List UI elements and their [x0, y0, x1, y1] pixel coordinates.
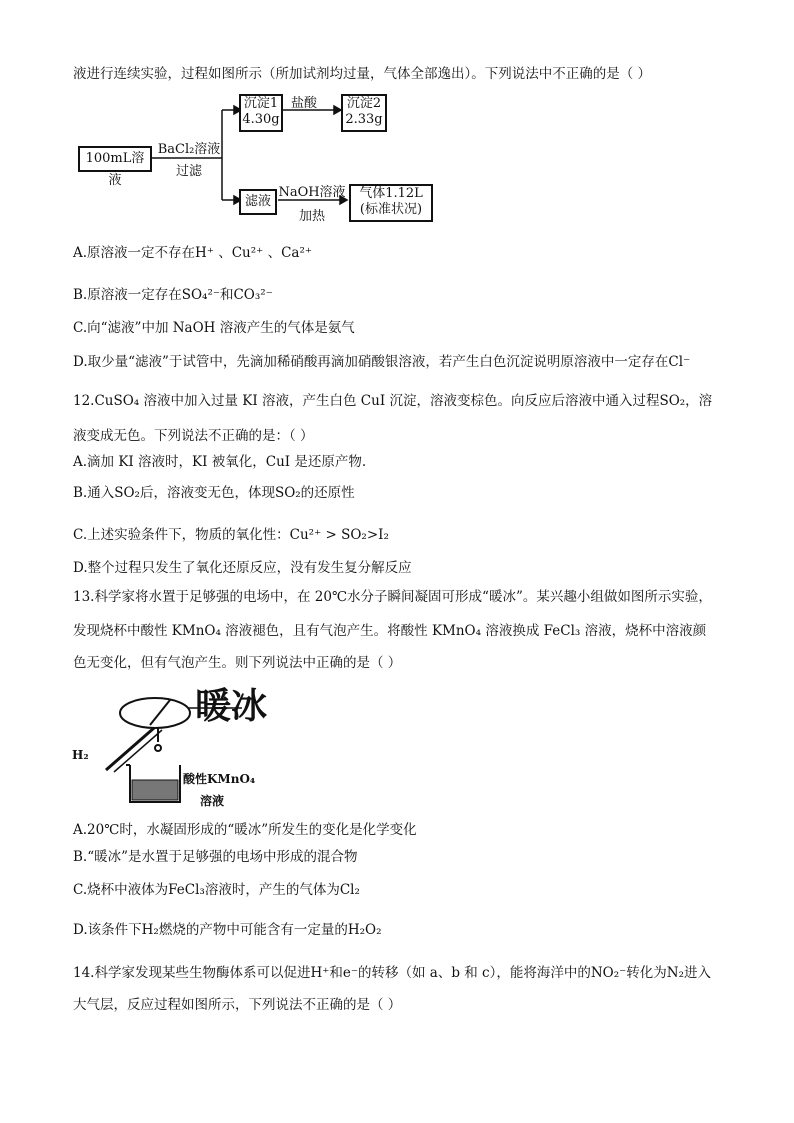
q11-acid-label: 盐酸 — [290, 96, 317, 111]
q13-stem-line3: 色无变化，但有气泡产生。则下列说法中正确的是（ ） — [73, 655, 402, 671]
q11-precip2-box: 沉淀2 2.33g — [341, 94, 387, 132]
q14-stem-line2: 大气层，反应过程如图所示，下列说法不正确的是（ ） — [73, 997, 402, 1013]
q13-option-b: B.“暖冰”是水置于足够强的电场中形成的混合物 — [73, 849, 358, 865]
q11-precip1-box: 沉淀1 4.30g — [239, 94, 283, 132]
q11-start-box: 100mL溶液 — [78, 146, 152, 172]
q13-option-a: A.20℃时，水凝固形成的“暖冰”所发生的变化是化学变化 — [73, 822, 417, 838]
q12-option-b: B.通入SO₂后，溶液变无色，体现SO₂的还原性 — [73, 485, 355, 501]
q11-option-a: A.原溶液一定不存在H⁺ 、Cu²⁺ 、Ca²⁺ — [73, 245, 312, 261]
q11-option-b: B.原溶液一定存在SO₄²⁻和CO₃²⁻ — [73, 287, 273, 303]
q13-figure-h2: H₂ — [72, 748, 89, 762]
q13-figure-solution-1: 酸性KMnO₄ — [183, 772, 256, 786]
q11-filtrate-box: 滤液 — [239, 189, 277, 215]
q13-stem-line1: 13.科学家将水置于足够强的电场中，在 20℃水分子瞬间凝固可形成“暖冰”。某兴趣小组做如图所示实验， — [73, 589, 712, 605]
q12-stem-line2: 液变成无色。下列说法不正确的是：（ ） — [73, 428, 314, 444]
q12-option-a: A.滴加 KI 溶液时，KI 被氧化，CuI 是还原产物. — [73, 454, 367, 470]
q11-intro: 液进行连续实验，过程如图所示（所加试剂均过量，气体全部逸出）。下列说法中不正确的是（ ） — [73, 66, 652, 82]
q13-option-c: C.烧杯中液体为FeCl₃溶液时，产生的气体为Cl₂ — [73, 882, 360, 898]
q14-stem-line1: 14.科学家发现某些生物酶体系可以促进H⁺和e⁻的转移（如 a、b 和 c），能将海洋中的NO₂⁻转化为N₂进入 — [73, 965, 711, 981]
q11-op2-label: 加热 — [298, 209, 325, 224]
q13-stem-line2: 发现烧杯中酸性 KMnO₄ 溶液褪色，且有气泡产生。将酸性 KMnO₄ 溶液换成 FeCl₃ 溶液，烧杯中溶液颜 — [73, 623, 707, 639]
q11-reagent2-label: NaOH溶液 — [278, 185, 346, 200]
q11-op1-label: 过滤 — [175, 164, 202, 179]
q13-option-d: D.该条件下H₂燃烧的产物中可能含有一定量的H₂O₂ — [73, 922, 382, 938]
q12-option-c: C.上述实验条件下，物质的氧化性：Cu²⁺ > SO₂>I₂ — [73, 527, 389, 543]
q13-figure-solution-2: 溶液 — [200, 794, 225, 808]
q13-figure-title: 暖冰 — [195, 686, 268, 727]
q12-option-d: D.整个过程只发生了氧化还原反应，没有发生复分解反应 — [73, 560, 412, 576]
q11-option-d: D.取少量“滤液”于试管中，先滴加稀硝酸再滴加硝酸银溶液，若产生白色沉淀说明原溶液中一定存在Cl⁻ — [73, 354, 691, 370]
q11-reagent1-label: BaCl₂溶液 — [157, 142, 221, 157]
q11-gas-box: 气体1.12L (标准状况) — [349, 184, 433, 222]
q11-option-c: C.向“滤液”中加 NaOH 溶液产生的气体是氨气 — [73, 320, 355, 336]
q12-stem-line1: 12.CuSO₄ 溶液中加入过量 KI 溶液，产生白色 CuI 沉淀，溶液变棕色。向反应后溶液中通入过程SO₂，溶 — [73, 393, 713, 409]
